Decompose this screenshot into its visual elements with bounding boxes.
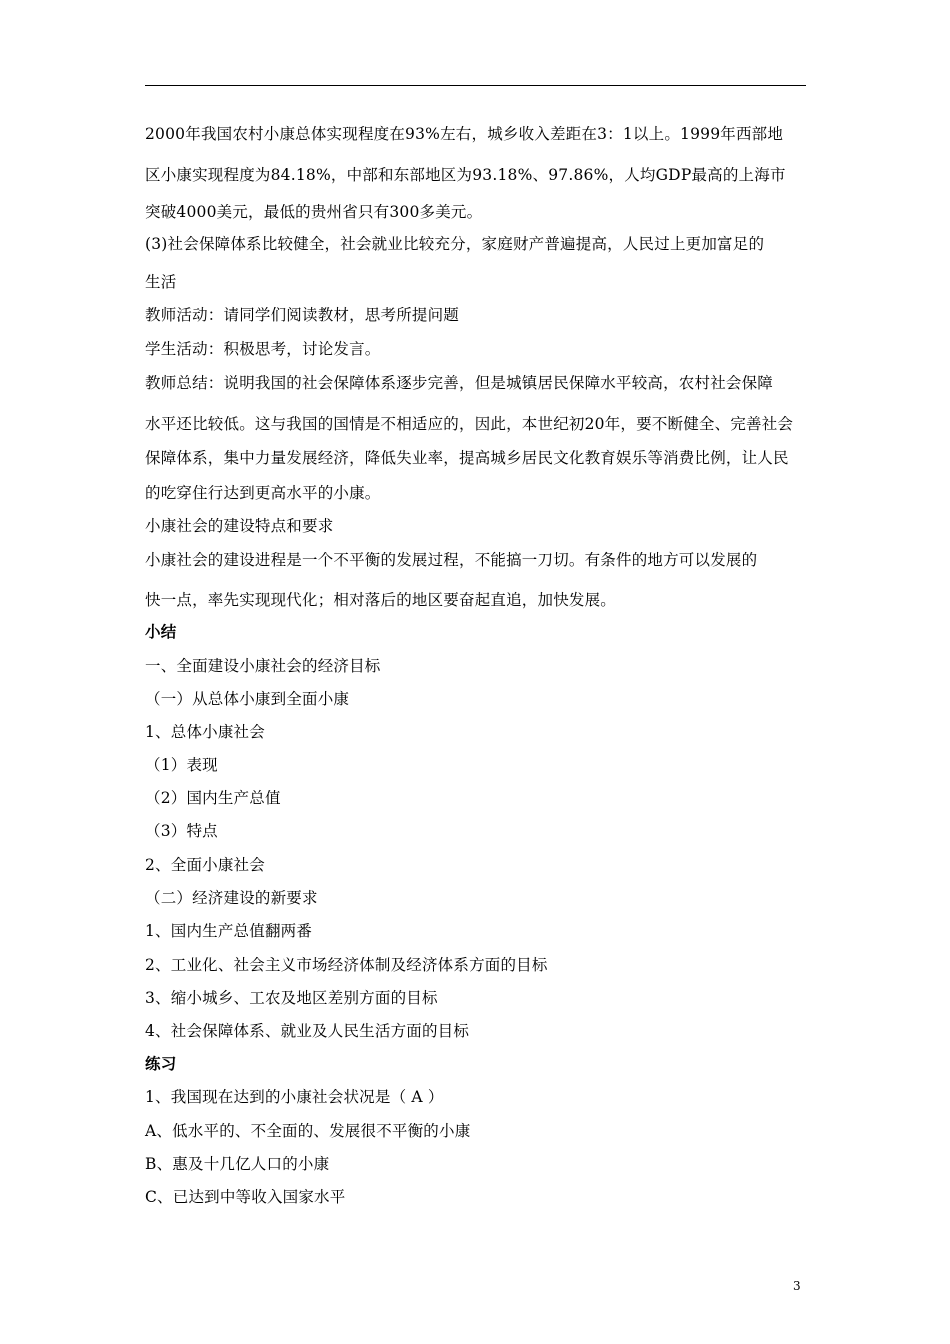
answer-option: B、惠及十几亿人口的小康 [145, 1155, 330, 1173]
outline-item: 1、国内生产总值翻两番 [145, 922, 313, 940]
paragraph-line: 小康社会的建设特点和要求 [145, 517, 334, 535]
outline-item: 3、缩小城乡、工农及地区差别方面的目标 [145, 989, 438, 1007]
paragraph-line: 小康社会的建设进程是一个不平衡的发展过程，不能搞一刀切。有条件的地方可以发展的 [145, 551, 758, 569]
paragraph-line: 的吃穿住行达到更高水平的小康。 [145, 484, 381, 502]
section-heading-summary: 小结 [145, 623, 177, 641]
paragraph-line: 生活 [145, 273, 177, 291]
paragraph-line: 突破4000美元，最低的贵州省只有300多美元。 [145, 203, 483, 221]
outline-item: （二）经济建设的新要求 [145, 889, 318, 907]
answer-option: A、低水平的、不全面的、发展很不平衡的小康 [145, 1122, 471, 1140]
paragraph-line: (3)社会保障体系比较健全，社会就业比较充分，家庭财产普遍提高，人民过上更加富足的 [145, 235, 765, 253]
outline-item: 一、全面建设小康社会的经济目标 [145, 657, 381, 675]
paragraph-line: 学生活动：积极思考，讨论发言。 [145, 340, 381, 358]
outline-item: （2）国内生产总值 [145, 789, 281, 807]
outline-item: 2、全面小康社会 [145, 856, 265, 874]
paragraph-line: 教师活动：请同学们阅读教材，思考所提问题 [145, 306, 460, 324]
answer-option: C、已达到中等收入国家水平 [145, 1188, 346, 1206]
outline-item: 4、社会保障体系、就业及人民生活方面的目标 [145, 1022, 470, 1040]
page-number: 3 [793, 1279, 801, 1293]
paragraph-line: 快一点，率先实现现代化；相对落后的地区要奋起直追，加快发展。 [145, 591, 617, 609]
outline-item: （一）从总体小康到全面小康 [145, 690, 350, 708]
paragraph-line: 保障体系，集中力量发展经济，降低失业率，提高城乡居民文化教育娱乐等消费比例，让人民 [145, 449, 789, 467]
outline-item: （3）特点 [145, 822, 218, 840]
paragraph-line: 教师总结：说明我国的社会保障体系逐步完善，但是城镇居民保障水平较高，农村社会保障 [145, 374, 774, 392]
paragraph-line: 区小康实现程度为84.18%，中部和东部地区为93.18%、97.86%，人均GDP最高的上海市 [145, 166, 786, 184]
question-stem: 1、我国现在达到的小康社会状况是（ A ） [145, 1088, 444, 1106]
outline-item: 1、总体小康社会 [145, 723, 265, 741]
paragraph-line: 2000年我国农村小康总体实现程度在93%左右，城乡收入差距在3：1以上。1999年西部地 [145, 125, 784, 143]
outline-item: 2、工业化、社会主义市场经济体制及经济体系方面的目标 [145, 956, 548, 974]
paragraph-line: 水平还比较低。这与我国的国情是不相适应的，因此，本世纪初20年，要不断健全、完善社会 [145, 415, 794, 433]
outline-item: （1）表现 [145, 756, 218, 774]
section-heading-exercise: 练习 [145, 1055, 177, 1073]
header-rule [145, 85, 806, 86]
